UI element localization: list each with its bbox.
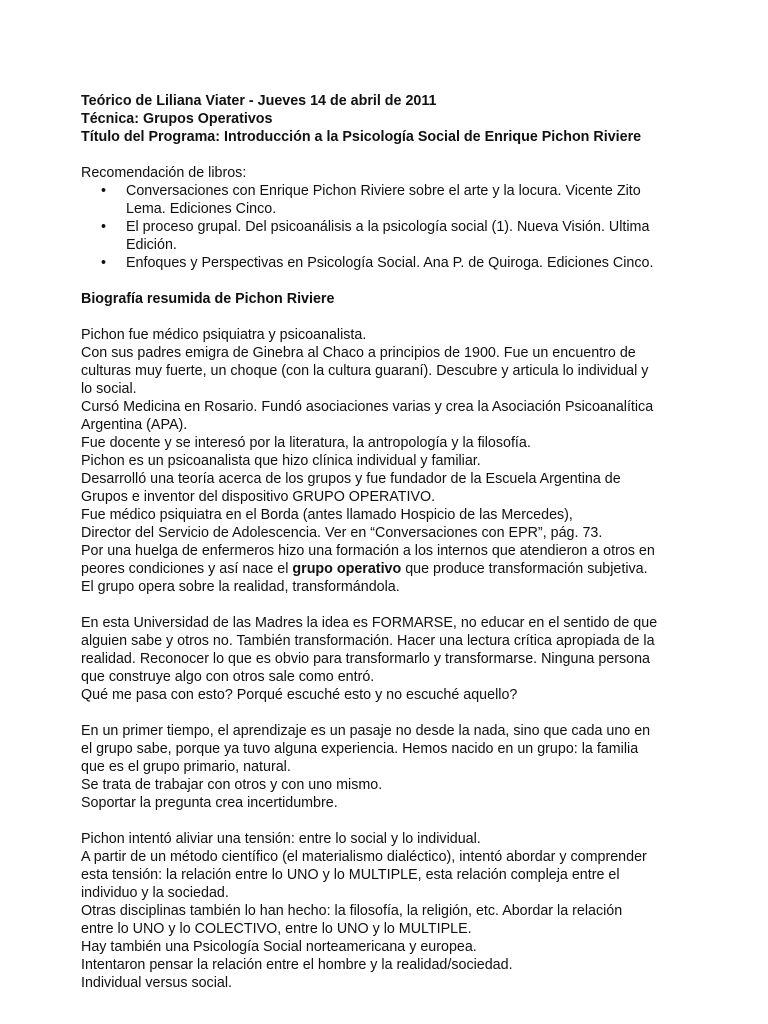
- bullet-icon: •: [101, 219, 107, 235]
- book-list: [81, 182, 721, 272]
- text-segment: que produce transformación subjetiva.: [401, 561, 648, 577]
- book-item-line: Conversaciones con Enrique Pichon Riviere sobre el arte y la locura. Vicente Zito: [126, 183, 641, 199]
- text-line: Qué me pasa con esto? Porqué escuché esto y no escuché aquello?: [81, 687, 518, 703]
- text-line: alguien sabe y otros no. También transformación. Hacer una lectura crítica apropiada de la: [81, 633, 655, 649]
- text-line: Cursó Medicina en Rosario. Fundó asociaciones varias y crea la Asociación Psicoanalítica: [81, 399, 654, 415]
- text-line: Con sus padres emigra de Ginebra al Chaco a principios de 1900. Fue un encuentro de: [81, 345, 636, 361]
- text-line: individuo y la sociedad.: [81, 885, 229, 901]
- spacer: [81, 812, 721, 830]
- spacer: [81, 308, 721, 326]
- text-line: A partir de un método científico (el materialismo dialéctico), intentó abordar y comprender: [81, 849, 647, 865]
- text-line: Fue médico psiquiatra en el Borda (antes llamado Hospicio de las Mercedes),: [81, 507, 573, 523]
- text-line: Hay también una Psicología Social norteamericana y europea.: [81, 939, 477, 955]
- text-segment: peores condiciones y así nace el: [81, 561, 293, 577]
- text-line: Intentaron pensar la relación entre el hombre y la realidad/sociedad.: [81, 957, 513, 973]
- book-item-line: Edición.: [126, 237, 177, 253]
- document-header-technique: Técnica: Grupos Operativos: [81, 111, 273, 127]
- text-line: Pichon es un psicoanalista que hizo clínica individual y familiar.: [81, 453, 481, 469]
- document-header-program-title: Título del Programa: Introducción a la Psicología Social de Enrique Pichon Riviere: [81, 129, 642, 145]
- text-line: En esta Universidad de las Madres la idea es FORMARSE, no educar en el sentido de que: [81, 615, 658, 631]
- text-line: lo social.: [81, 381, 137, 397]
- text-line: Individual versus social.: [81, 975, 232, 991]
- text-line: Desarrolló una teoría acerca de los grupos y fue fundador de la Escuela Argentina de: [81, 471, 621, 487]
- paragraph-tension: [81, 830, 721, 992]
- document-header-date: Teórico de Liliana Viater - Jueves 14 de abril de 2011: [81, 93, 437, 109]
- text-line: que construye algo con otros sale como entró.: [81, 669, 375, 685]
- book-item: [81, 218, 721, 254]
- bio-paragraph: [81, 326, 721, 596]
- text-line: Por una huelga de enfermeros hizo una formación a los internos que atendieron a otros en: [81, 543, 655, 559]
- bullet-icon: •: [101, 255, 107, 271]
- spacer: [81, 704, 721, 722]
- text-line: esta tensión: la relación entre lo UNO y lo MULTIPLE, esta relación compleja entre el: [81, 867, 620, 883]
- text-line: que es el grupo primario, natural.: [81, 759, 291, 775]
- text-line: realidad. Reconocer lo que es obvio para transformarlo y transformarse. Ninguna persona: [81, 651, 650, 667]
- paragraph-aprendizaje: [81, 722, 721, 812]
- spacer: [81, 596, 721, 614]
- book-item-line: Enfoques y Perspectivas en Psicología Social. Ana P. de Quiroga. Ediciones Cinco.: [126, 255, 654, 271]
- paragraph-formarse: [81, 614, 721, 704]
- text-line: Se trata de trabajar con otros y con uno mismo.: [81, 777, 383, 793]
- book-item: [81, 254, 721, 272]
- bullet-icon: •: [101, 183, 107, 199]
- recommendations-intro: Recomendación de libros:: [81, 165, 247, 181]
- text-line: El grupo opera sobre la realidad, transformándola.: [81, 579, 400, 595]
- spacer: [81, 146, 721, 164]
- text-line: Soportar la pregunta crea incertidumbre.: [81, 795, 338, 811]
- spacer: [81, 272, 721, 290]
- text-line: culturas muy fuerte, un choque (con la cultura guaraní). Descubre y articula lo individual y: [81, 363, 649, 379]
- text-line: Otras disciplinas también lo han hecho: la filosofía, la religión, etc. Abordar la relación: [81, 903, 623, 919]
- text-line: Fue docente y se interesó por la literatura, la antropología y la filosofía.: [81, 435, 531, 451]
- text-line: Director del Servicio de Adolescencia. Ver en “Conversaciones con EPR”, pág. 73.: [81, 525, 603, 541]
- book-item: [81, 182, 721, 218]
- text-line: Pichon intentó aliviar una tensión: entre lo social y lo individual.: [81, 831, 481, 847]
- text-line: el grupo sabe, porque ya tuvo alguna experiencia. Hemos nacido en un grupo: la familia: [81, 741, 639, 757]
- document-page: [81, 92, 721, 992]
- book-item-line: Lema. Ediciones Cinco.: [126, 201, 277, 217]
- bio-section-title: Biografía resumida de Pichon Riviere: [81, 291, 335, 307]
- text-line: Grupos e inventor del dispositivo GRUPO OPERATIVO.: [81, 489, 436, 505]
- book-item-line: El proceso grupal. Del psicoanálisis a la psicología social (1). Nueva Visión. Ultima: [126, 219, 650, 235]
- text-line-mixed: [81, 560, 721, 578]
- bold-term: grupo operativo: [292, 561, 402, 577]
- text-line: entre lo UNO y lo COLECTIVO, entre lo UNO y lo MULTIPLE.: [81, 921, 472, 937]
- text-line: Pichon fue médico psiquiatra y psicoanalista.: [81, 327, 367, 343]
- text-line: Argentina (APA).: [81, 417, 188, 433]
- text-line: En un primer tiempo, el aprendizaje es un pasaje no desde la nada, sino que cada uno en: [81, 723, 651, 739]
